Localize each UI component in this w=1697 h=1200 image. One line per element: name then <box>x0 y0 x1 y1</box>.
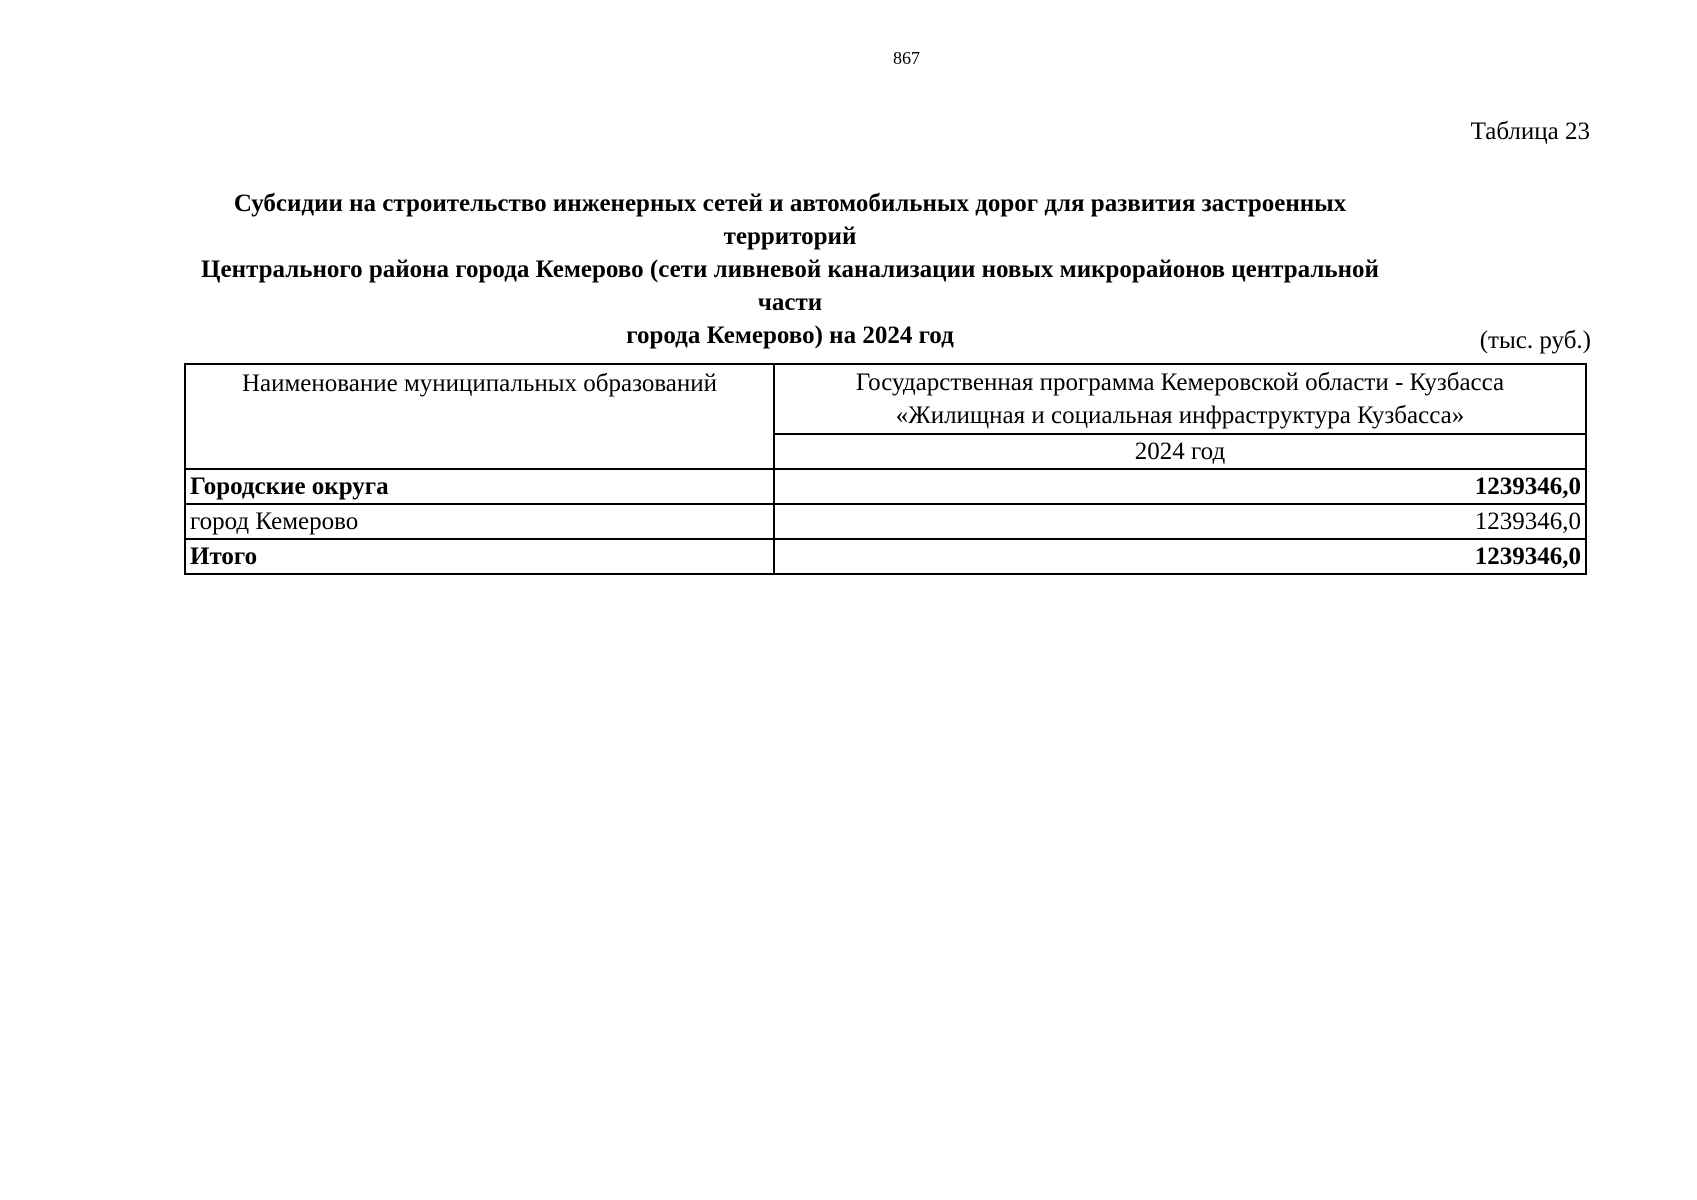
table-header-row <box>185 364 1586 434</box>
row-name-city-districts: Городские округа <box>185 469 774 504</box>
unit-label: (тыс. руб.) <box>1479 327 1591 354</box>
table-row <box>185 504 1586 539</box>
table-label: Таблица 23 <box>1470 118 1590 145</box>
page-number: 867 <box>893 48 920 68</box>
row-value-kemerovo: 1239346,0 <box>774 504 1586 539</box>
header-municipality-name: Наименование муниципальных образований <box>185 364 774 469</box>
header-year: 2024 год <box>774 434 1586 469</box>
subsidy-table <box>184 363 1587 575</box>
row-value-total: 1239346,0 <box>774 539 1586 574</box>
title-line: Субсидии на строительство инженерных сетей и автомобильных дорог для развития застроенных территорий <box>233 190 1347 250</box>
document-title <box>200 187 1380 352</box>
table-row <box>185 539 1586 574</box>
header-state-program <box>774 364 1586 434</box>
header-program-line: «Жилищная и социальная инфраструктура Кузбасса» <box>895 402 1465 429</box>
title-line: города Кемерово) на 2024 год <box>626 322 954 349</box>
table-row <box>185 469 1586 504</box>
row-name-total: Итого <box>185 539 774 574</box>
row-value-city-districts: 1239346,0 <box>774 469 1586 504</box>
row-name-kemerovo: город Кемерово <box>185 504 774 539</box>
header-program-line: Государственная программа Кемеровской области - Кузбасса <box>855 369 1505 396</box>
title-line: Центрального района города Кемерово (сети ливневой канализации новых микрорайонов центральной части <box>201 256 1379 316</box>
